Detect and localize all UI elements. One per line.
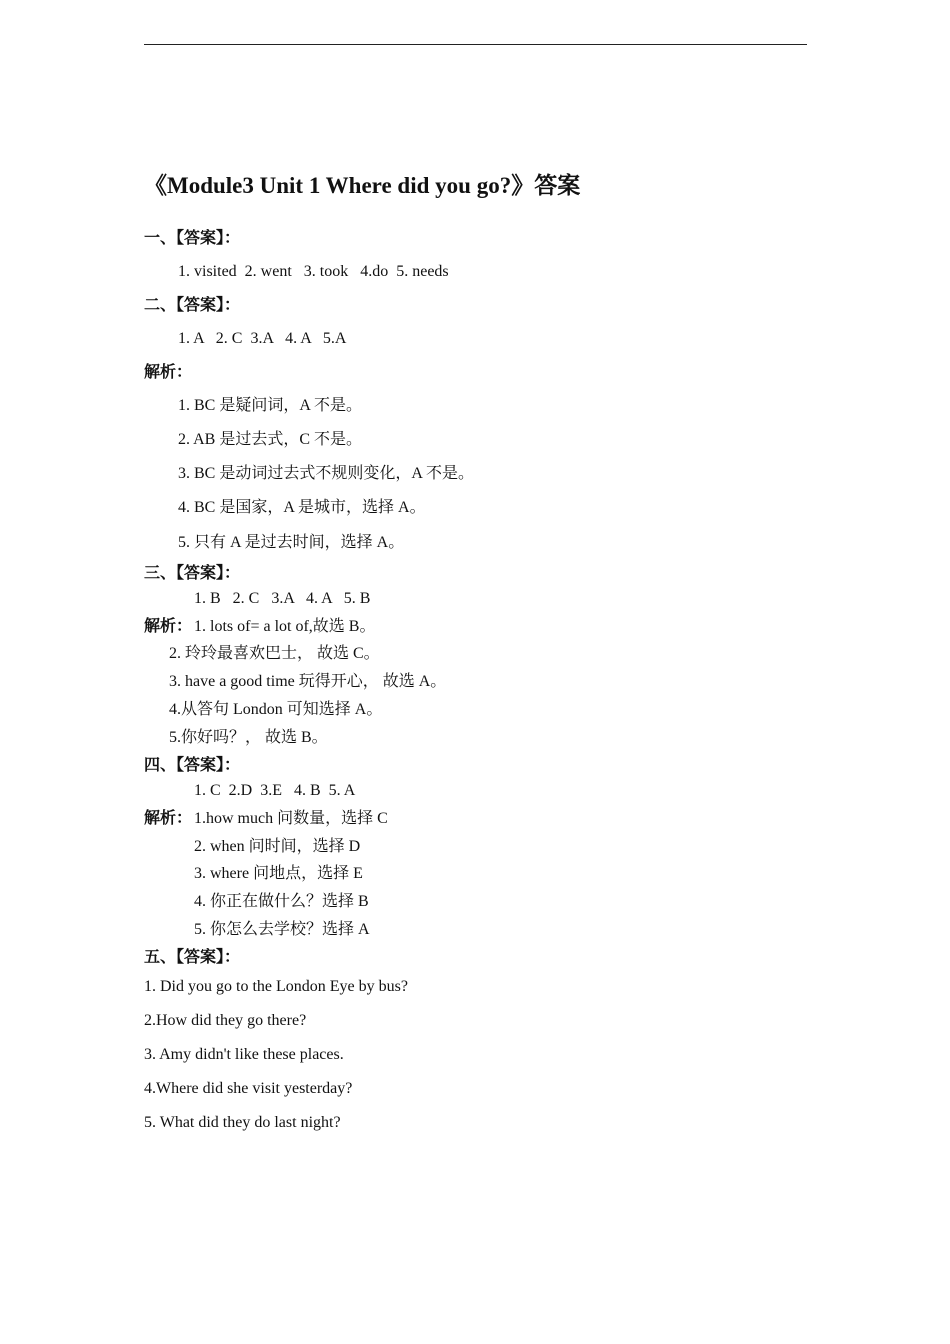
section-4-analysis-3: 3. where 问地点，选择 E: [194, 865, 363, 882]
section-3-analysis-5: 5.你好吗？， 故选 B。: [169, 729, 328, 746]
section-4-analysis-label: 解析：: [144, 810, 193, 827]
section-3-analysis-4: 4.从答句 London 可知选择 A。: [169, 701, 383, 718]
section-3-answers: 1. B 2. C 3.A 4. A 5. B: [194, 590, 371, 607]
section-2-analysis-4: 4. BC 是国家，A 是城市，选择 A。: [178, 499, 426, 516]
section-2-analysis-2: 2. AB 是过去式，C 不是。: [178, 431, 363, 448]
section-2-analysis-label: 解析：: [144, 364, 193, 381]
section-4-heading: 四、【答案】：: [144, 757, 241, 774]
section-5-answer-1: 1. Did you go to the London Eye by bus?: [144, 978, 408, 995]
section-2-analysis-1: 1. BC 是疑问词，A 不是。: [178, 397, 363, 414]
section-4-analysis-4: 4. 你正在做什么？选择 B: [194, 893, 369, 910]
section-5-answer-5: 5. What did they do last night?: [144, 1114, 341, 1131]
section-2-answers: 1. A 2. C 3.A 4. A 5.A: [178, 330, 347, 347]
section-5-answer-3: 3. Amy didn't like these places.: [144, 1046, 344, 1063]
header-rule: [144, 44, 807, 45]
section-1-heading: 一、【答案】：: [144, 230, 241, 247]
section-4-analysis-2: 2. when 问时间，选择 D: [194, 838, 361, 855]
section-4-answers: 1. C 2.D 3.E 4. B 5. A: [194, 782, 356, 799]
section-1-answers: 1. visited 2. went 3. took 4.do 5. needs: [178, 263, 449, 280]
section-3-analysis-3: 3. have a good time 玩得开心， 故选 A。: [169, 673, 447, 690]
section-2-analysis-5: 5. 只有 A 是过去时间，选择 A。: [178, 534, 405, 551]
document-title: 《Module3 Unit 1 Where did you go?》答案: [144, 173, 581, 198]
section-3-heading: 三、【答案】：: [144, 565, 241, 582]
section-5-answer-2: 2.How did they go there?: [144, 1012, 307, 1029]
section-3-analysis-label: 解析：: [144, 618, 193, 635]
section-5-heading: 五、【答案】：: [144, 949, 241, 966]
section-5-answer-4: 4.Where did she visit yesterday?: [144, 1080, 353, 1097]
section-4-analysis-5: 5. 你怎么去学校？选择 A: [194, 921, 370, 938]
section-4-analysis-1: 1.how much 问数量，选择 C: [194, 810, 388, 827]
section-2-analysis-3: 3. BC 是动词过去式不规则变化，A 不是。: [178, 465, 475, 482]
section-2-heading: 二、【答案】：: [144, 297, 241, 314]
section-3-analysis-2: 2. 玲玲最喜欢巴士， 故选 C。: [169, 645, 380, 662]
section-3-analysis-1: 1. lots of= a lot of,故选 B。: [194, 618, 376, 635]
